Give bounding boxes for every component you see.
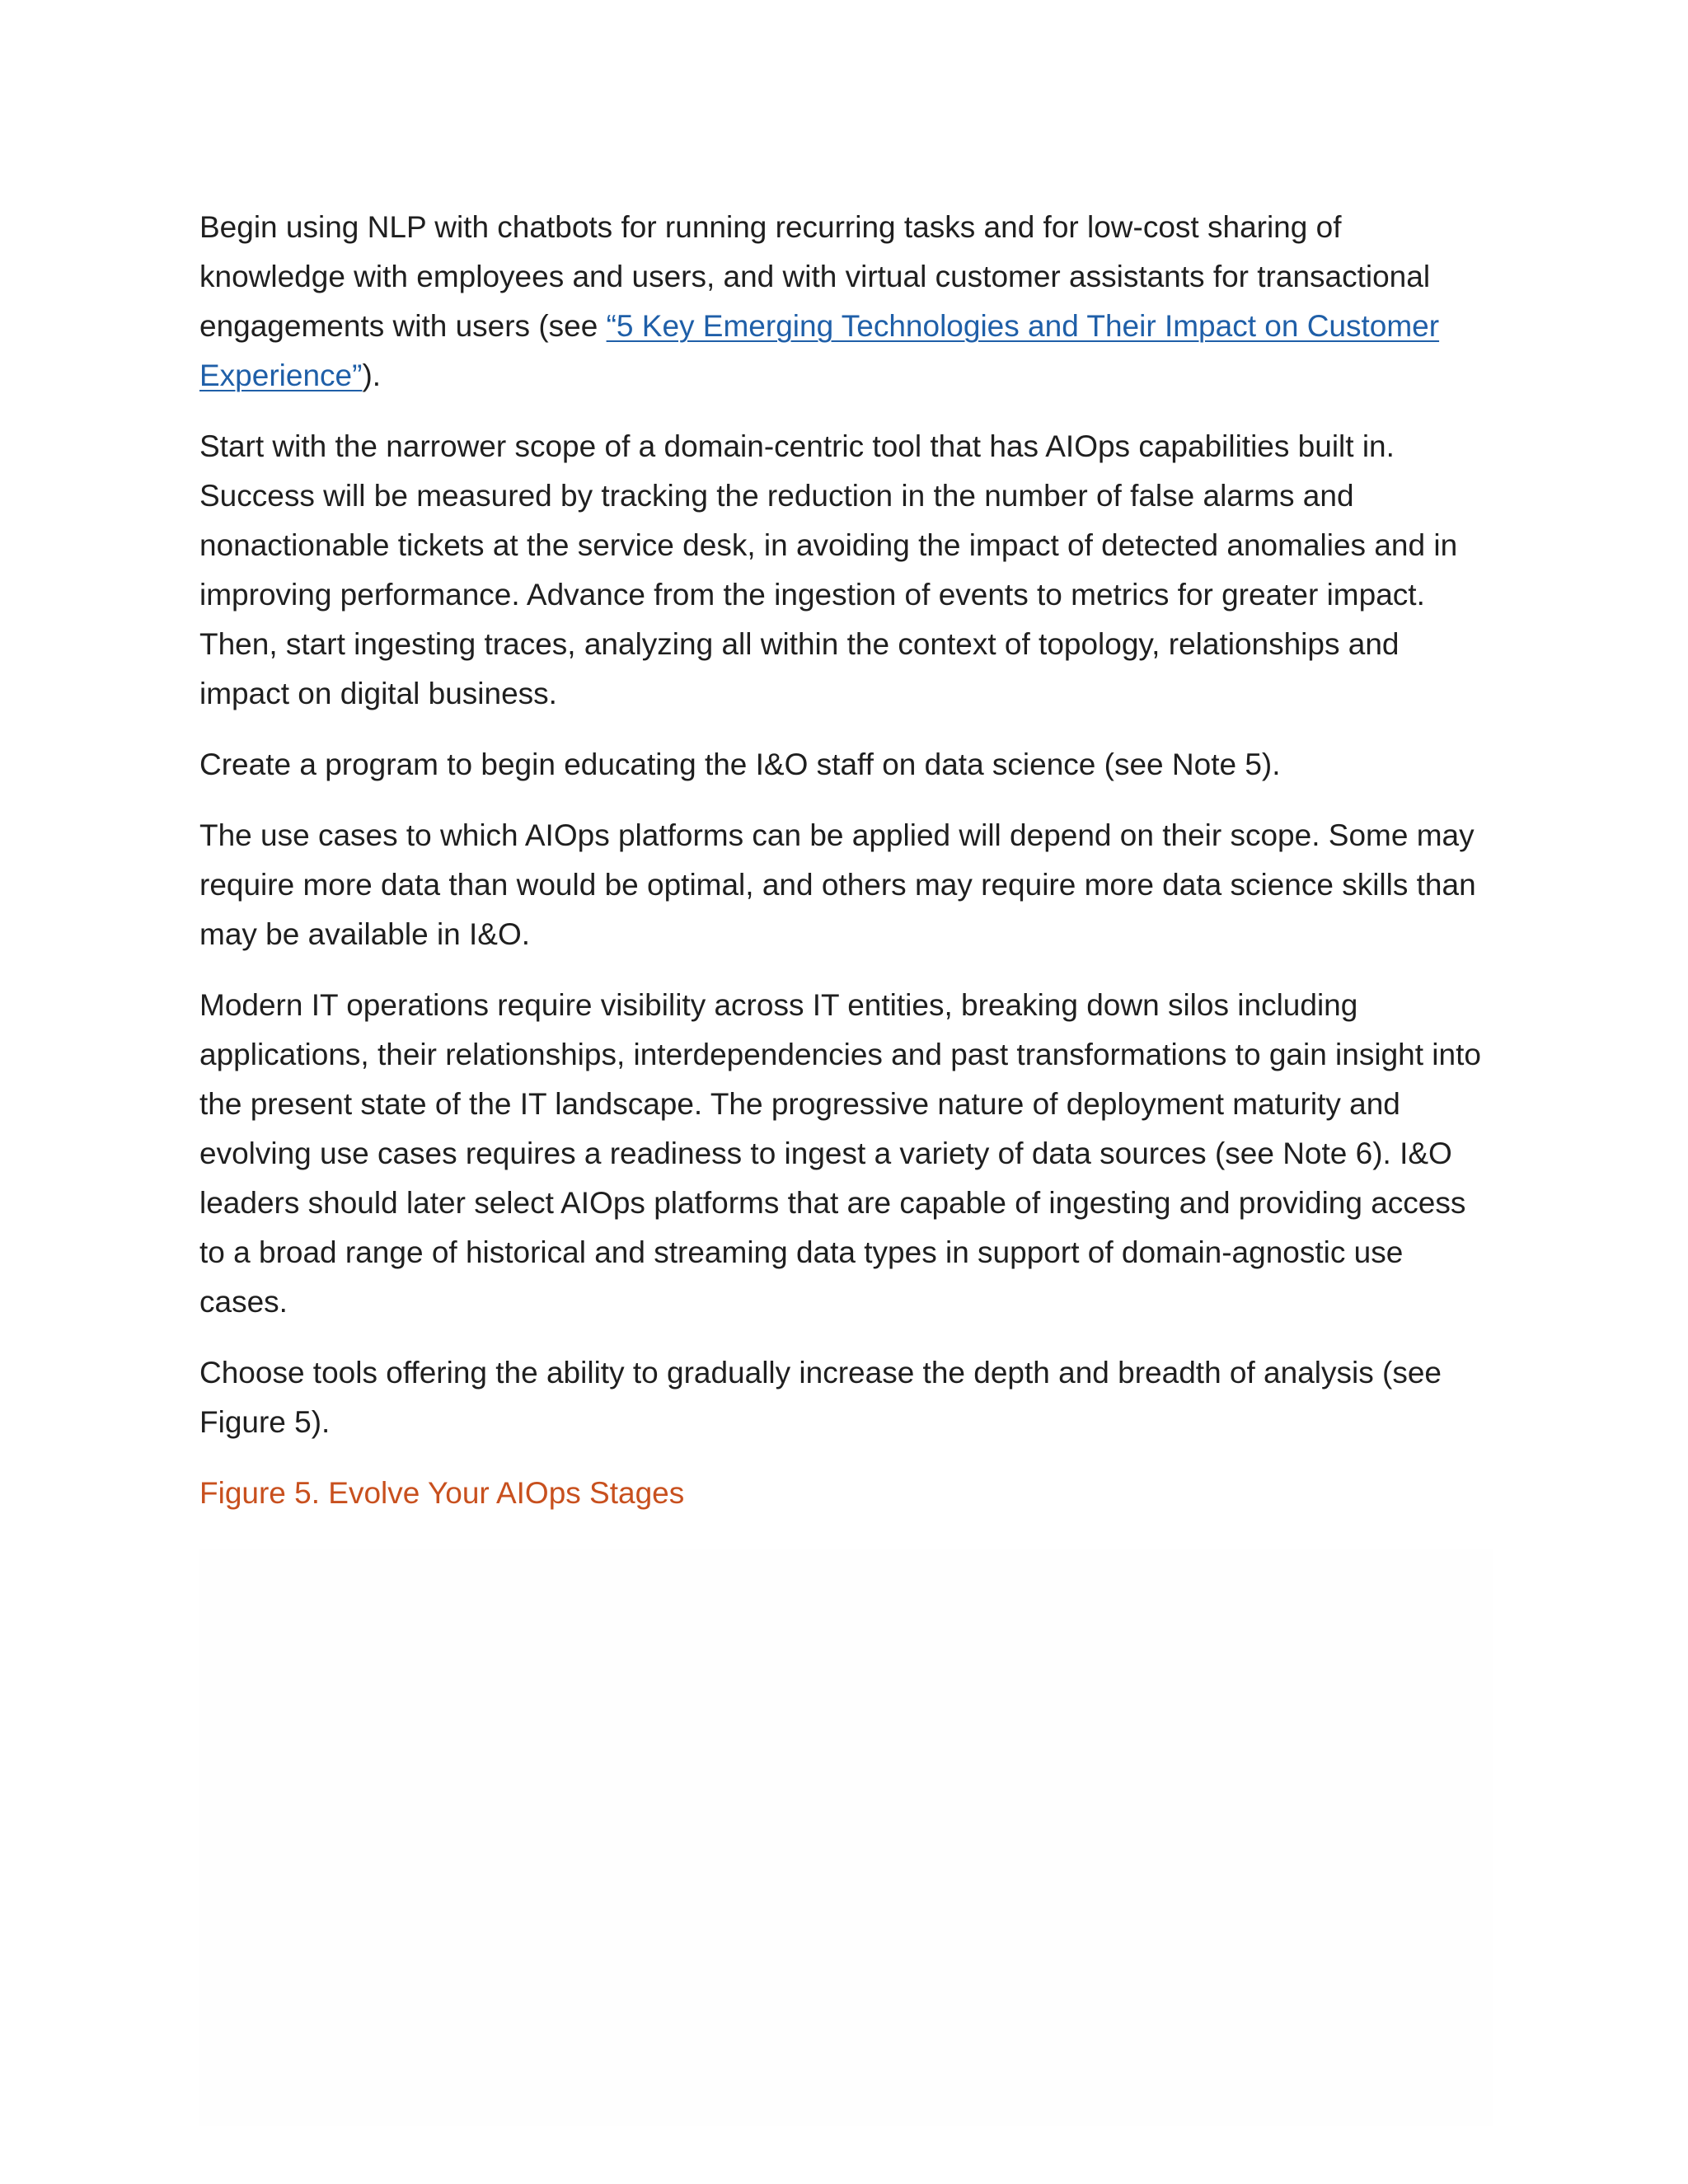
- paragraph-data-science-program: Create a program to begin educating the I&O staff on data science (see Note 5).: [199, 748, 1281, 781]
- paragraph-modern-it-operations: Modern IT operations require visibility across IT entities, breaking down silos including applications, their relationships, interdependencies and past transformations to gain insight into the present state of the IT landscape. The progressive nature of deployment maturity and evolving use cases requires a readiness to ingest a variety of data sources (see Note 6). I&O leaders should later select AIOps platforms that are capable of ingesting and providing access to a broad range of historical and streaming data types in support of domain-agnostic use cases.: [199, 988, 1481, 1319]
- figure-caption: Figure 5. Evolve Your AIOps Stages: [199, 1476, 685, 1510]
- paragraph-domain-centric-tool: Start with the narrower scope of a domain-centric tool that has AIOps capabilities built in. Success will be measured by tracking the reduction in the number of false alarms and nonactionable tickets at the service desk, in avoiding the impact of detected anomalies and in improving performance. Advance from the ingestion of events to metrics for greater impact. Then, start ingesting traces, analyzing all within the context of topology, relationships and impact on digital business.: [199, 429, 1458, 710]
- figure-placeholder: [199, 1549, 1493, 2126]
- document-body: [199, 203, 1493, 1518]
- paragraph-text: Begin using NLP with chatbots for running recurring tasks and for low-cost sharing of knowledge with employees and users, and with virtual customer assistants for transactional engagements with users (see: [199, 210, 1431, 343]
- paragraph-nlp-chatbots: [199, 203, 1493, 401]
- reference-link-customer-experience[interactable]: “5 Key Emerging Technologies and Their Impact on Customer Experience”: [199, 309, 1440, 392]
- paragraph-use-cases: The use cases to which AIOps platforms can be applied will depend on their scope. Some may require more data than would be optimal, and others may require more data science skills than may be available in I&O.: [199, 818, 1476, 951]
- paragraph-choose-tools: Choose tools offering the ability to gradually increase the depth and breadth of analysis (see Figure 5).: [199, 1356, 1442, 1439]
- paragraph-text: ).: [362, 359, 382, 392]
